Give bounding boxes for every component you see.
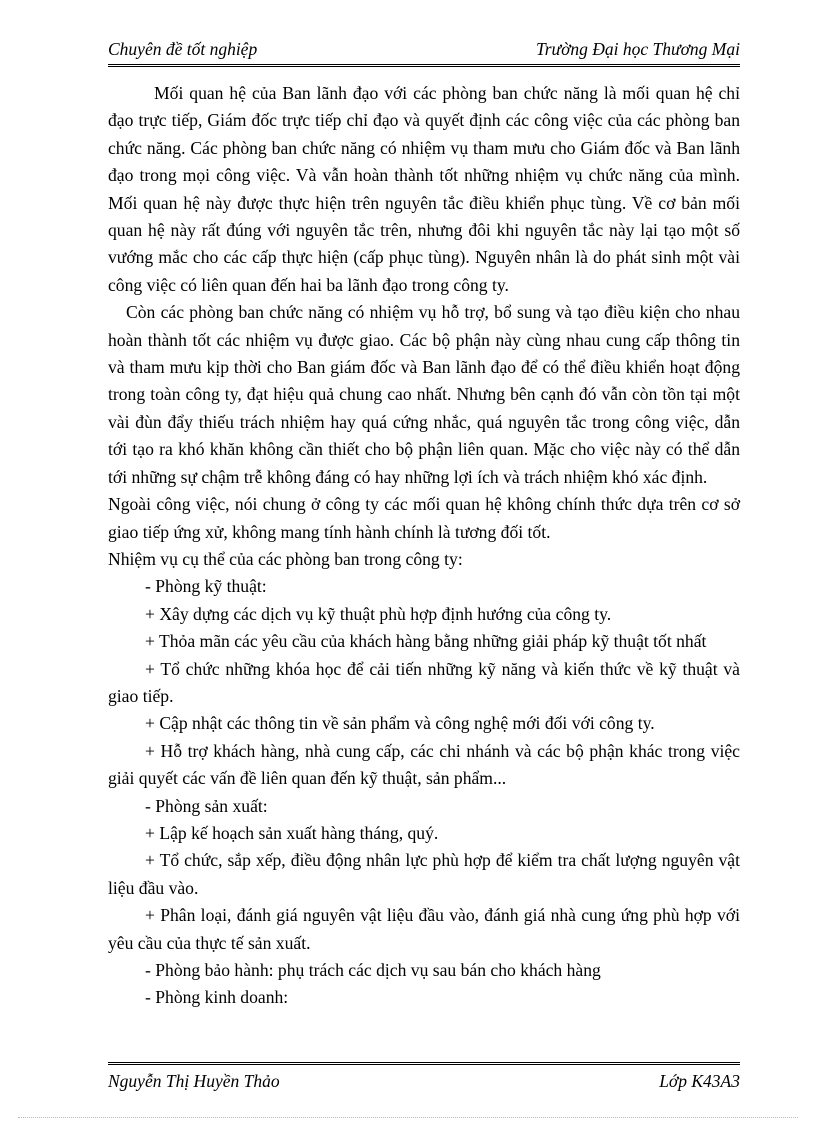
document-body bbox=[108, 80, 740, 1012]
list-item: + Phân loại, đánh giá nguyên vật liệu đầu vào, đánh giá nhà cung ứng phù hợp với yêu cầu của thực tế sản xuất. bbox=[108, 905, 740, 953]
list-item: - Phòng bảo hành: phụ trách các dịch vụ sau bán cho khách hàng bbox=[145, 960, 601, 980]
header-left-text: Chuyên đề tốt nghiệp bbox=[108, 39, 258, 59]
paragraph: Ngoài công việc, nói chung ở công ty các mối quan hệ không chính thức dựa trên cơ sở giao tiếp ứng xử, không mang tính hành chính là tương đối tốt. bbox=[108, 494, 740, 542]
footer-class: Lớp K43A3 bbox=[659, 1071, 740, 1091]
page-bottom-divider bbox=[18, 1117, 798, 1118]
page-header bbox=[108, 38, 740, 67]
paragraph: Mối quan hệ của Ban lãnh đạo với các phòng ban chức năng là mối quan hệ chỉ đạo trực tiếp, Giám đốc trực tiếp chỉ đạo và quyết định các công việc của các phòng ban chức năng. Các phòng ban chức năng có nhiệm vụ tham mưu cho Giám đốc và Ban lãnh đạo trong mọi công việc. Và vẫn hoàn thành tốt những nhiệm vụ chức năng của mình. Mối quan hệ này được thực hiện trên nguyên tắc điều khiển phục tùng. Về cơ bản mối quan hệ này rất đúng với nguyên tắc trên, nhưng đôi khi nguyên tắc này lại tạo một số vướng mắc cho các cấp thực hiện (cấp phục tùng). Nguyên nhân là do phát sinh một vài công việc có liên quan đến hai ba lãnh đạo trong công ty. bbox=[108, 83, 740, 295]
list-item: + Tổ chức những khóa học để cải tiến những kỹ năng và kiến thức về kỹ thuật và giao tiếp. bbox=[108, 658, 740, 706]
footer-author: Nguyễn Thị Huyền Thảo bbox=[108, 1071, 280, 1091]
list-item: - Phòng sản xuất: bbox=[145, 795, 268, 816]
paragraph: Nhiệm vụ cụ thể của các phòng ban trong công ty: bbox=[108, 548, 463, 569]
list-item: - Phòng kỹ thuật: bbox=[145, 576, 267, 597]
list-item: + Lập kế hoạch sản xuất hàng tháng, quý. bbox=[145, 822, 439, 843]
list-item: - Phòng kinh doanh: bbox=[145, 987, 289, 1008]
list-item: + Cập nhật các thông tin về sản phẩm và công nghệ mới đối với công ty. bbox=[145, 713, 655, 734]
page-footer bbox=[108, 1062, 740, 1097]
list-item: + Xây dựng các dịch vụ kỹ thuật phù hợp định hướng của công ty. bbox=[145, 603, 612, 624]
list-item: + Tổ chức, sắp xếp, điều động nhân lực phù hợp để kiểm tra chất lượng nguyên vật liệu đầu vào. bbox=[108, 850, 740, 898]
list-item: + Thỏa mãn các yêu cầu của khách hàng bằng những giải pháp kỹ thuật tốt nhất bbox=[145, 631, 707, 652]
list-item: + Hỗ trợ khách hàng, nhà cung cấp, các chi nhánh và các bộ phận khác trong việc giải quyết các vấn đề liên quan đến kỹ thuật, sản phẩm... bbox=[108, 740, 740, 789]
paragraph: Còn các phòng ban chức năng có nhiệm vụ hỗ trợ, bổ sung và tạo điều kiện cho nhau hoàn thành tốt các nhiệm vụ được giao. Các bộ phận này cùng nhau cung cấp thông tin và tham mưu kịp thời cho Ban giám đốc và Ban lãnh đạo để có thể điều khiển hoạt động trong toàn công ty, đạt hiệu quả chung cao nhất. Nhưng bên cạnh đó vẫn còn tồn tại một vài đùn đẩy thiếu trách nhiệm hay quá cứng nhắc, quá nguyên tắc trong công việc, dẫn tới tạo ra khó khăn không cần thiết cho bộ phận liên quan. Mặc cho việc này có thể dẫn tới những sự chậm trễ không đáng có hay những lợi ích và trách nhiệm khó xác định. bbox=[108, 302, 740, 487]
header-right-text: Trường Đại học Thương Mại bbox=[535, 39, 740, 59]
